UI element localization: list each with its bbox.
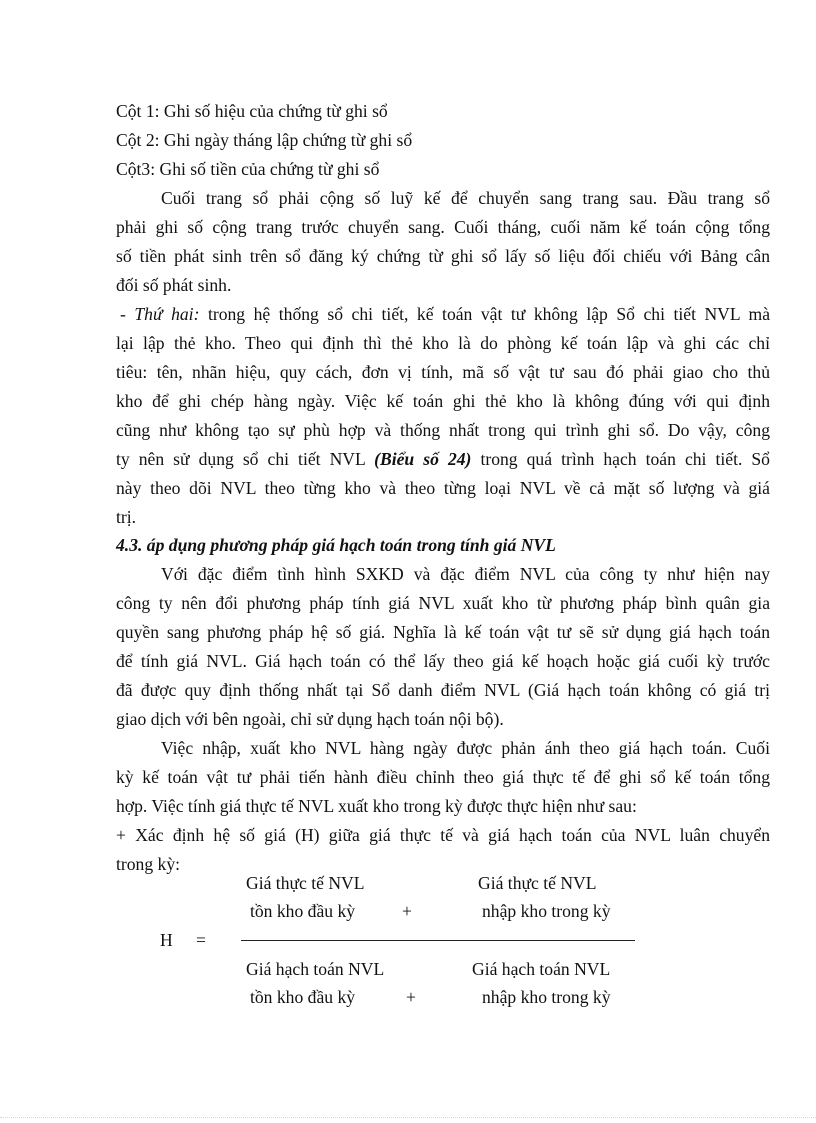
numerator-right-line-1: Giá thực tế NVL [478, 873, 597, 893]
paragraph-line: số tiền phát sinh trên sổ đăng ký chứng từ ghi sổ lấy số liệu đối chiếu với Bảng cân [116, 246, 770, 266]
paragraph-line: tiêu: tên, nhãn hiệu, quy cách, đơn vị tính, mã số vật tư sau đó phải giao cho thủ [116, 362, 770, 382]
denominator-left-line-2: tồn kho đầu kỳ [250, 987, 356, 1007]
paragraph-line: - Thứ hai: trong hệ thống sổ chi tiết, kế toán vật tư không lập Sổ chi tiết NVL mà [120, 304, 770, 324]
paragraph-line: đối số phát sinh. [116, 275, 232, 295]
numerator-left-line-2: tồn kho đầu kỳ [250, 901, 356, 921]
paragraph-line: ty nên sử dụng sổ chi tiết NVL (Biểu số 24) trong quá trình hạch toán chi tiết. Sổ [116, 449, 770, 469]
fraction-bar [241, 940, 635, 941]
bieu-so-reference: (Biểu số 24) [374, 449, 472, 469]
formula-equals: = [196, 930, 206, 950]
paragraph-line: phải ghi số cộng trang trước chuyển sang. Cuối tháng, cuối năm kế toán cộng tổng [116, 217, 770, 237]
column-2-note: Cột 2: Ghi ngày tháng lập chứng từ ghi sổ [116, 130, 413, 150]
denominator-right-line-1: Giá hạch toán NVL [472, 959, 611, 979]
thu-hai-label: - Thứ hai: [120, 304, 200, 324]
paragraph-line: trị. [116, 507, 137, 527]
denominator-left-line-1: Giá hạch toán NVL [246, 959, 385, 979]
paragraph-line: đã được quy định thống nhất tại Sổ danh điểm NVL (Giá hạch toán không có giá trị [116, 680, 770, 700]
paragraph-line: quyền sang phương pháp hệ số giá. Nghĩa là kế toán vật tư sẽ sử dụng giá hạch toán [116, 622, 770, 642]
denominator-plus: + [406, 987, 416, 1007]
numerator-left-line-1: Giá thực tế NVL [246, 873, 365, 893]
paragraph-line: công ty nên đổi phương pháp tính giá NVL xuất kho từ phương pháp bình quân gia [116, 593, 770, 613]
paragraph-line: Cuối trang sổ phải cộng số luỹ kế để chuyển sang trang sau. Đầu trang sổ [161, 188, 770, 208]
paragraph-line: giao dịch với bên ngoài, chỉ sử dụng hạch toán nội bộ). [116, 709, 504, 729]
paragraph-line: hợp. Việc tính giá thực tế NVL xuất kho trong kỳ được thực hiện như sau: [116, 796, 637, 816]
paragraph-line: + Xác định hệ số giá (H) giữa giá thực tế và giá hạch toán của NVL luân chuyển [116, 825, 770, 845]
numerator-right-line-2: nhập kho trong kỳ [482, 901, 611, 921]
paragraph-line: để tính giá NVL. Giá hạch toán có thể lấy theo giá kế hoạch hoặc giá cuối kỳ trước [116, 651, 770, 671]
denominator-right-line-2: nhập kho trong kỳ [482, 987, 611, 1007]
formula-lhs: H [160, 930, 173, 950]
paragraph-line: cũng như không tạo sự phù hợp và thống nhất trong qui trình ghi sổ. Do vậy, công [116, 420, 770, 440]
paragraph-line: lại lập thẻ kho. Theo qui định thì thẻ kho là do phòng kế toán lập và ghi các chỉ [116, 333, 770, 353]
paragraph-line: kỳ kế toán vật tư phải tiến hành điều chỉnh theo giá thực tế để ghi sổ kế toán tổng [116, 767, 770, 787]
column-1-note: Cột 1: Ghi số hiệu của chứng từ ghi sổ [116, 101, 388, 121]
column-3-note: Cột3: Ghi số tiền của chứng từ ghi sổ [116, 159, 380, 179]
paragraph-line: kho để ghi chép hàng ngày. Việc kế toán ghi thẻ kho là không đúng với qui định [116, 391, 770, 411]
paragraph-line: này theo dõi NVL theo từng kho và theo từng loại NVL về cả mặt số lượng và giá [116, 478, 770, 498]
page-bottom-edge [0, 1117, 816, 1118]
numerator-plus: + [402, 901, 412, 921]
section-heading: 4.3. áp dụng phương pháp giá hạch toán trong tính giá NVL [116, 535, 556, 555]
paragraph-line: Việc nhập, xuất kho NVL hàng ngày được phản ánh theo giá hạch toán. Cuối [161, 738, 770, 758]
paragraph-line: Với đặc điểm tình hình SXKD và đặc điểm NVL của công ty như hiện nay [161, 564, 770, 584]
paragraph-line: trong kỳ: [116, 854, 181, 874]
